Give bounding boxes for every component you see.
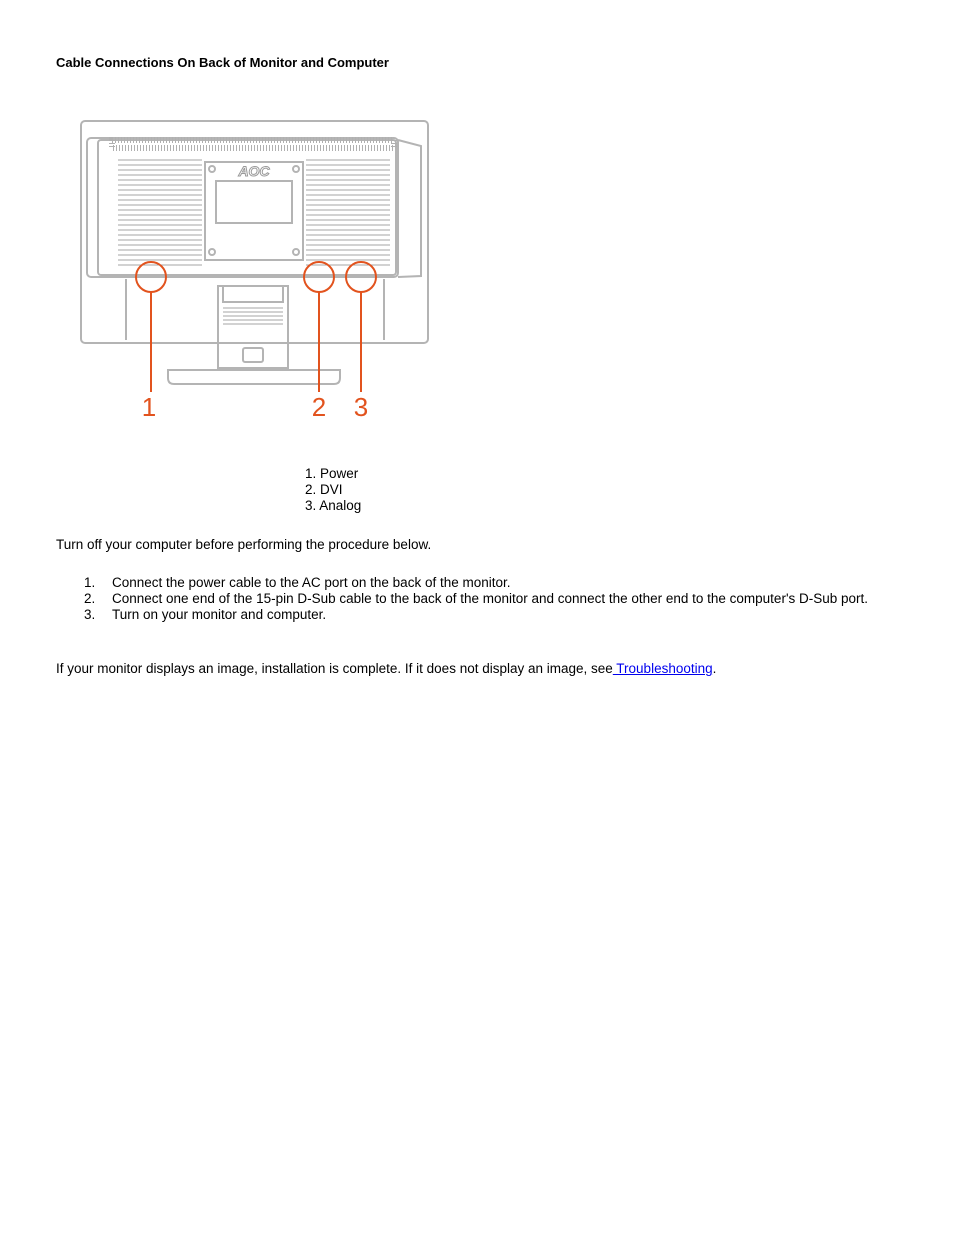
- stand-clip: [243, 348, 263, 362]
- vent-grille: [118, 160, 390, 324]
- legend-item-analog: 3. Analog: [305, 498, 362, 513]
- step-text: Turn on your monitor and computer.: [112, 607, 327, 622]
- monitor-side-edge: [398, 140, 421, 277]
- legend-item-power: 1. Power: [305, 466, 359, 481]
- callout-number-2: 2: [311, 392, 327, 422]
- monitor-outer-frame: [81, 121, 428, 343]
- aoc-logo: AOC: [238, 163, 270, 179]
- closing-text: [56, 661, 716, 677]
- monitor-back-diagram: [78, 118, 434, 423]
- step-number: 2.: [84, 591, 96, 606]
- monitor-back-panel: [87, 138, 398, 277]
- step-text: Connect the power cable to the AC port on the back of the monitor.: [112, 575, 511, 590]
- closing-period: .: [712, 661, 717, 676]
- closing-sentence: If your monitor displays an image, installation is complete. If it does not display an image, see: [56, 661, 613, 676]
- step-text: Connect one end of the 15-pin D-Sub cable to the back of the monitor and connect the other end to the computer's D-Sub port.: [112, 591, 869, 606]
- steps-list: [56, 575, 896, 623]
- callout-number-3: 3: [353, 392, 369, 422]
- label-plate: [216, 181, 292, 223]
- page-title: Cable Connections On Back of Monitor and Computer: [56, 55, 389, 70]
- step-item: [56, 607, 896, 623]
- step-number: 3.: [84, 607, 96, 622]
- troubleshooting-link[interactable]: Troubleshooting: [612, 661, 713, 676]
- step-number: 1.: [84, 575, 96, 590]
- intro-text: Turn off your computer before performing the procedure below.: [56, 537, 432, 552]
- port-legend: [305, 466, 361, 514]
- step-item: [56, 575, 896, 591]
- stand-neck: [218, 286, 288, 368]
- step-item: [56, 591, 896, 607]
- legend-item-dvi: 2. DVI: [305, 482, 343, 497]
- callout-number-1: 1: [141, 392, 157, 422]
- stand-base: [168, 370, 340, 384]
